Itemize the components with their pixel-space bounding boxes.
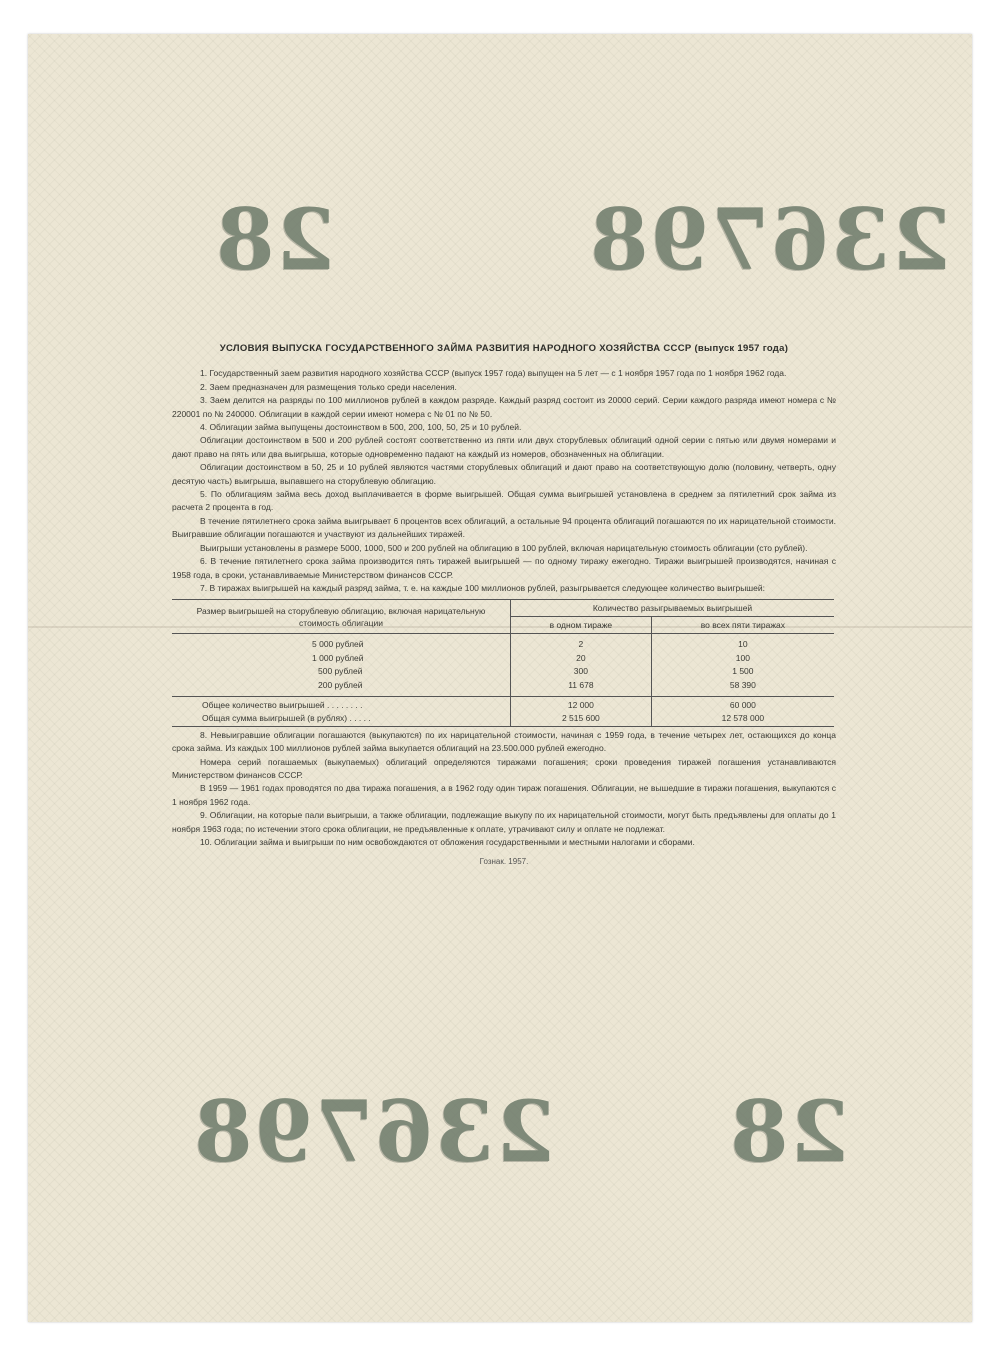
clause-paragraph: В течение пятилетнего срока займа выигрывает 6 процентов всех облигаций, а остальные 94 процента облигаций погашаются по их нарицательной стоимости. Выигравшие облигации погашаются и участвуют из дальнейших тиражей. — [172, 515, 836, 540]
all-draws-cell: 1 500 — [651, 665, 834, 678]
clause-paragraph: 9. Облигации, на которые пали выигрыши, а также облигации, подлежащие выкупу по их нарицательной стоимости, могут быть предъявлены для оплаты до 1 ноября 1963 года; по истечении этого срока облигации, не предъявленные к оплате, утрачивают силу и оплате не подлежат. — [172, 810, 836, 834]
table-row — [172, 634, 834, 652]
prize-size-header: Размер выигрышей на сторублевую облигацию, включая нарицательную стоимость облигации — [172, 600, 511, 634]
total-all-draws-cell: 60 000 — [651, 696, 834, 712]
per-draw-header: в одном тираже — [511, 617, 652, 634]
per-draw-cell: 2 — [511, 634, 652, 652]
all-draws-cell: 10 — [651, 634, 834, 652]
table-row — [172, 665, 834, 678]
clause-paragraph: В 1959 — 1961 годах проводятся по два тиража погашения, а в 1962 году один тираж погашения. Облигации, не вышедшие в тиражи погашения, выкупаются с 1 ноября 1962 года. — [172, 783, 836, 807]
clause-paragraph: 2. Заем предназначен для размещения только среди населения. — [200, 381, 457, 392]
prize-size-cell: 500 рублей — [318, 666, 363, 677]
clause-paragraph: 6. В течение пятилетнего срока займа производится пять тиражей выигрышей — по одному тиражу ежегодно. Тиражи выигрышей производятся, начиная с 1958 года, в сроки, устанавливаемые Министерством финансов СССР. — [172, 556, 836, 580]
clause-paragraph: Облигации достоинством в 50, 25 и 10 рублей являются частями сторублевых облигаций и дают право на соответствующую долю (половину, четверть, одну десятую часть) выигрыша, выпавшего на сторублевую облигацию. — [172, 462, 836, 486]
clause-paragraph: 8. Невыигравшие облигации погашаются (выкупаются) по их нарицательной стоимости, начиная с 1959 года, в течение четырех лет, остающихся до конца срока займа. Из каждых 100 миллионов рублей займа выкупается облигаций на 23.500.000 рублей ежегодно. — [172, 729, 836, 754]
prize-distribution-table — [172, 599, 834, 726]
prize-size-cell: 5 000 рублей — [312, 639, 364, 650]
table-row — [172, 652, 834, 665]
clause-paragraph: 3. Заем делится на разряды по 100 миллионов рублей в каждом разряде. Каждый разряд состоит из 20000 серий. Серии каждого разряда имеют номера с № 220001 по № 240000. Облигации в каждой серии имеют номера с № 01 по № 50. — [172, 395, 836, 419]
all-draws-cell: 100 — [651, 652, 834, 665]
clause-paragraph: Номера серий погашаемых (выкупаемых) облигаций определяются тиражами погашения; сроки проведения тиражей погашения устанавливаются Министерством финансов СССР. — [172, 756, 836, 780]
total-label-cell: Общая сумма выигрышей (в рублях) . . . . . — [202, 713, 371, 724]
total-per-draw-cell: 12 000 — [511, 696, 652, 712]
clause-paragraph: 10. Облигации займа и выигрыши по ним освобождаются от обложения государственными и местными налогами и сборами. — [200, 837, 695, 847]
clause-paragraph: 7. В тиражах выигрышей на каждый разряд займа, т. е. на каждые 100 миллионов рублей, разыгрывается следующее количество выигрышей: — [200, 582, 765, 593]
clause-paragraph: 1. Государственный заем развития народного хозяйства СССР (выпуск 1957 года) выпущен на 5 лет — с 1 ноября 1957 года по 1 ноября 1962 года. — [200, 368, 787, 379]
printer-imprint: Гознак. 1957. — [479, 857, 529, 867]
clause-paragraph: 5. По облигациям займа весь доход выплачивается в форме выигрышей. Общая сумма выигрышей установлена в среднем за пятилетний срок займа из расчета 2 процента в год. — [172, 489, 836, 513]
series-number-bottom-mirrored: 28 — [728, 1082, 849, 1181]
clause-paragraph: 4. Облигации займа выпущены достоинством в 500, 200, 100, 50, 25 и 10 рублей. — [200, 422, 522, 433]
clause-paragraph: Выигрыши установлены в размере 5000, 1000, 500 и 200 рублей на облигацию в 100 рублей, включая нарицательную стоимость облигации (сто рублей). — [200, 542, 808, 553]
prize-count-group-header: Количество разыгрываемых выигрышей — [511, 600, 835, 617]
serial-number-bottom-mirrored: 236798 — [192, 1082, 555, 1181]
prize-size-cell: 200 рублей — [318, 679, 363, 690]
total-label-cell: Общее количество выигрышей . . . . . . . . — [172, 696, 511, 712]
table-row — [172, 679, 834, 697]
series-number-top-mirrored: 28 — [214, 190, 335, 289]
terms-clauses-1-7 — [172, 367, 836, 595]
loan-terms-block — [172, 342, 836, 869]
all-draws-cell: 58 390 — [651, 679, 834, 697]
table-total-row — [172, 696, 834, 712]
total-per-draw-cell: 2 515 600 — [511, 712, 652, 726]
total-all-draws-cell: 12 578 000 — [651, 712, 834, 726]
per-draw-cell: 300 — [511, 665, 652, 678]
prize-size-cell: 1 000 рублей — [312, 652, 364, 663]
all-draws-header: во всех пяти тиражах — [651, 617, 834, 634]
terms-clauses-8-10 — [172, 729, 836, 850]
terms-title: УСЛОВИЯ ВЫПУСКА ГОСУДАРСТВЕННОГО ЗАЙМА РАЗВИТИЯ НАРОДНОГО ХОЗЯЙСТВА СССР (выпуск 1957 года) — [219, 343, 789, 354]
serial-number-top-mirrored: 236798 — [588, 190, 951, 289]
per-draw-cell: 20 — [511, 652, 652, 665]
table-total-row — [172, 712, 834, 726]
per-draw-cell: 11 678 — [511, 679, 652, 697]
clause-paragraph: Облигации достоинством в 500 и 200 рублей состоят соответственно из пяти или двух сторублевых облигаций одной серии с пятью или двумя номерами и дают право на пять или два выигрыша, которые одновременно падают на каждый из номеров, обозначенных на облигации. — [172, 435, 836, 459]
